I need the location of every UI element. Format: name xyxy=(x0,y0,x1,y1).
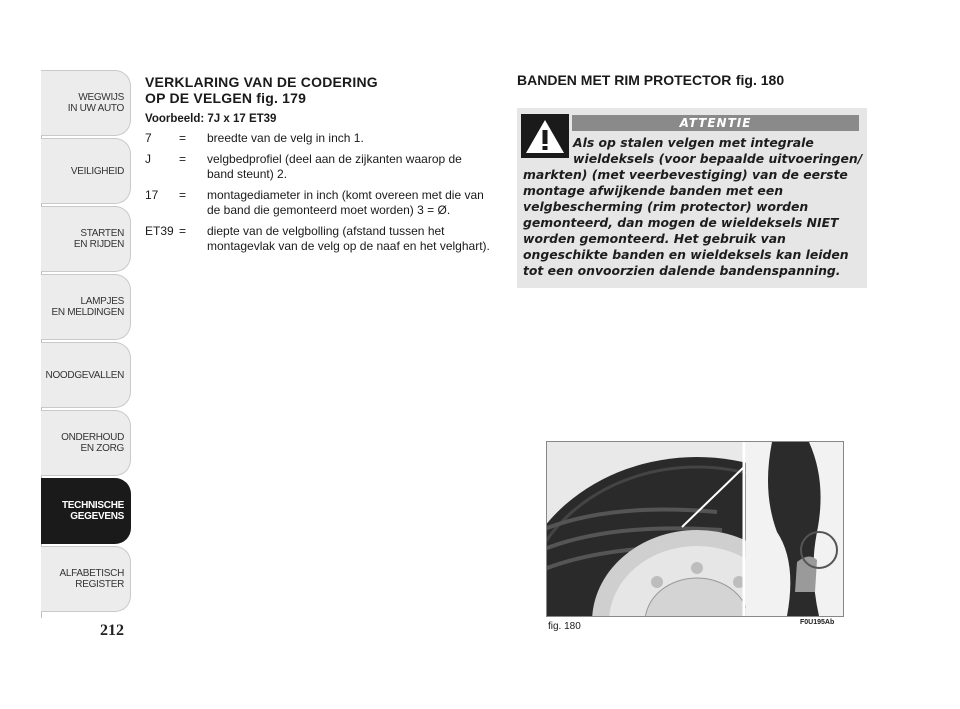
def-text: breedte van de velg in inch 1. xyxy=(207,131,364,145)
tab-noodgevallen[interactable] xyxy=(41,342,131,408)
tab-label: STARTEN EN RIJDEN xyxy=(73,228,124,250)
tab-onderhoud[interactable] xyxy=(41,410,131,476)
rim-protector-fig-ref: fig. 180 xyxy=(735,72,785,88)
def-eq: = xyxy=(179,131,187,145)
def-eq: = xyxy=(179,224,187,238)
definition-item xyxy=(145,131,490,146)
tab-label: WEGWIJS IN UW AUTO xyxy=(67,92,124,114)
attention-text xyxy=(523,135,863,279)
tab-veiligheid[interactable] xyxy=(41,138,131,204)
left-column xyxy=(145,74,490,260)
def-text: velgbedprofiel (deel aan de zijkanten waarop de band steunt) 2. xyxy=(207,152,462,181)
attention-title: ATTENTIE xyxy=(572,115,859,131)
def-eq: = xyxy=(179,188,187,202)
def-text: diepte van de velgbolling (afstand tussen het montagevlak van de velg op de naaf en het velghart). xyxy=(207,224,490,253)
rim-protector-heading: BANDEN MET RIM PROTECTOR xyxy=(517,72,732,88)
tab-label: NOODGEVALLEN xyxy=(45,369,124,381)
def-key: J xyxy=(145,152,151,166)
def-key: ET39 xyxy=(145,224,174,238)
tab-label: LAMPJES EN MELDINGEN xyxy=(51,296,124,318)
def-text: montagediameter in inch (komt overeen met die van de band die gemonteerd moet worden) 3 = Ø. xyxy=(207,188,484,217)
section-heading xyxy=(145,74,490,106)
def-eq: = xyxy=(179,152,187,166)
tab-label: ONDERHOUD EN ZORG xyxy=(61,432,124,454)
tab-label: ALFABETISCH REGISTER xyxy=(59,568,124,590)
figure-code: F0U195Ab xyxy=(800,619,835,626)
example-line: Voorbeeld: 7J x 17 ET39 xyxy=(145,113,277,125)
definition-item xyxy=(145,224,490,254)
definition-item xyxy=(145,152,490,182)
heading-fig-ref: fig. 179 xyxy=(256,90,307,106)
definition-item xyxy=(145,188,490,218)
def-key: 7 xyxy=(145,131,152,145)
attention-box xyxy=(517,108,867,288)
page-number: 212 xyxy=(100,622,124,639)
tab-label: TECHNISCHE GEGEVENS xyxy=(61,500,124,522)
attention-first-line: Als op stalen velgen met integrale wieldeksels (voor bepaalde uitvoeringen/ xyxy=(573,135,863,166)
tab-wegwijs[interactable] xyxy=(41,70,131,136)
tab-lampjes[interactable] xyxy=(41,274,131,340)
tab-starten[interactable] xyxy=(41,206,131,272)
tyre-drawing xyxy=(547,442,843,616)
attention-rest: markten) (met veerbevestiging) van de eerste montage afwijkende banden met een velgbescherming (rim protector) worden gemonteerd, dan mogen de wieldeksels NIET worden gemonteerd. Het gebruik van ongeschikte banden en wieldeksels kan leiden tot een onvoorzien dalende bandenspanning. xyxy=(523,167,849,278)
definition-list xyxy=(145,131,490,254)
tab-register[interactable] xyxy=(41,546,131,612)
figure-tyre-illustration xyxy=(546,441,844,617)
tab-label: VEILIGHEID xyxy=(70,165,124,177)
figure-label: fig. 180 xyxy=(548,621,581,632)
tab-technische-gegevens[interactable] xyxy=(41,478,131,544)
right-column-heading xyxy=(517,72,867,90)
heading-line1: VERKLARING VAN DE CODERING xyxy=(145,74,378,90)
def-key: 17 xyxy=(145,188,159,202)
heading-line2: OP DE VELGEN xyxy=(145,90,253,106)
